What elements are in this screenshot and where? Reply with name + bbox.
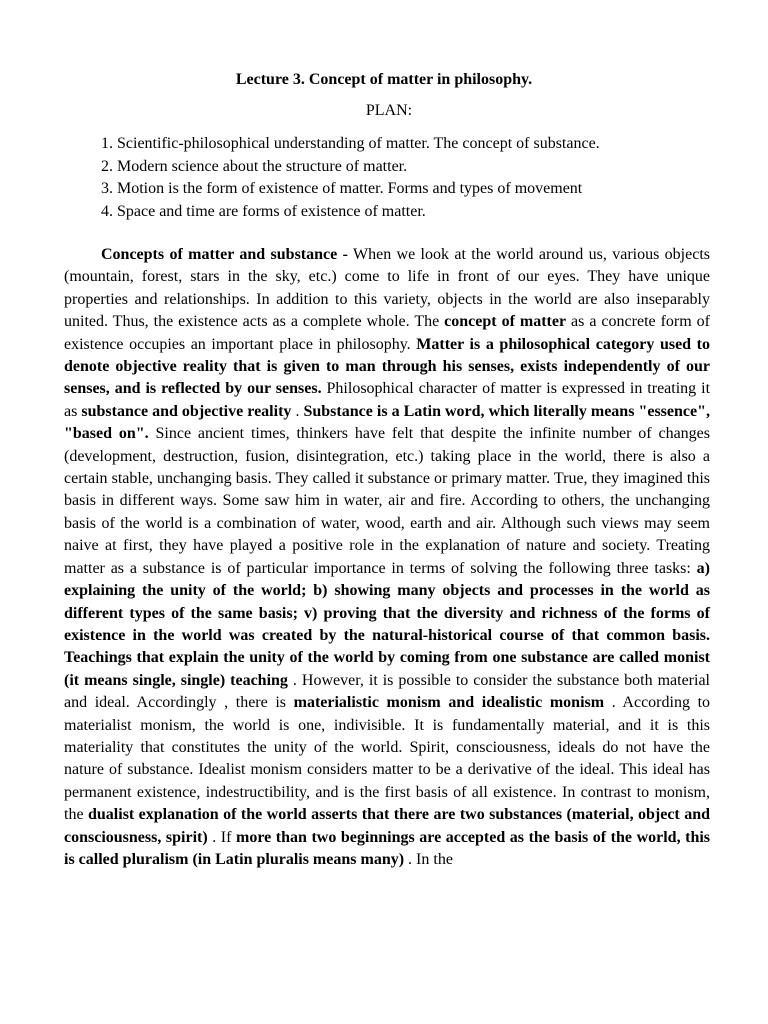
body-paragraph xyxy=(64,244,710,871)
plan-item: 4. Space and time are forms of existence of matter. xyxy=(101,202,426,220)
text-run: . However, it is possible to consider the substance both material and ideal. Accordingly , there is xyxy=(64,671,710,712)
text-run: Philosophical character of matter is expressed in treating it as xyxy=(64,380,711,420)
bold-run: more than two beginnings are accepted as the basis of the world, this is called pluralism (in Latin pluralis means many) xyxy=(64,828,711,868)
bold-run: materialistic monism and idealistic monism xyxy=(293,694,605,712)
bold-run: Substance is a Latin word, which literally means "essence", "based on". xyxy=(64,402,710,443)
text-run: . xyxy=(291,402,304,420)
bold-run: Concepts of matter and substance - xyxy=(101,246,348,263)
bold-run: a) explaining the unity of the world; b) showing many objects and processes in the world as different types of the same basis; v) proving that the diversity and richness of the forms of existence in the world was created by the natural-historical course of that common basis. Teachings that explain the unity of the world by coming from one substance are called monist (it means single, single) teaching xyxy=(64,559,710,689)
text-run: When we look at the world around us, various objects (mountain, forest, stars in the sky, etc.) come to life in front of our eyes. They have unique properties and relationships. In addition to this variety, objects in the world are also inseparably united. Thus, the existence acts as a complete whole. The xyxy=(64,246,710,331)
lecture-title: Lecture 3. Concept of matter in philosophy. xyxy=(235,71,533,88)
bold-run: Matter is a philosophical category used to denote objective reality that is given to man through his senses, exists independently of our senses, and is reflected by our senses. xyxy=(64,335,710,398)
text-run: . According to materialist monism, the world is one, indivisible. It is fundamentally material, and it is this materiality that constitutes the unity of the world. Spirit, consciousness, ideals do not have the nature of substance. Idealist monism considers matter to be a derivative of the ideal. This ideal has permanent existence, indestructibility, and is the first basis of all existence. In contrast to monism, the xyxy=(64,694,711,824)
plan-item: 3. Motion is the form of existence of matter. Forms and types of movement xyxy=(101,180,583,198)
plan-item: 1. Scientific-philosophical understanding of matter. The concept of substance. xyxy=(101,135,600,152)
plan-item: 2. Modern science about the structure of matter. xyxy=(101,157,408,175)
plan-list xyxy=(101,133,600,223)
bold-run: substance and objective reality xyxy=(81,402,292,420)
bold-run: concept of matter xyxy=(444,313,567,331)
text-run: . In the xyxy=(404,850,453,868)
text-run: as a concrete form of existence occupies an important place in philosophy. xyxy=(64,313,710,353)
text-run: Since ancient times, thinkers have felt that despite the infinite number of changes (development, destruction, fusion, disintegration, etc.) taking place in the world, there is also a certain stable, unchanging basis. They called it substance or primary matter. True, they imagined this basis in different ways. Some saw him in water, air and fire. According to others, the unchanging basis of the world is a combination of water, wood, earth and air. Although such views may seem naive at first, they have played a positive role in the explanation of nature and society. Treating matter as a substance is of particular importance in terms of solving the following three tasks: xyxy=(64,425,710,577)
text-run: . If xyxy=(207,828,236,846)
plan-heading: PLAN: xyxy=(365,102,413,119)
bold-run: dualist explanation of the world asserts that there are two substances (material, object and consciousness, spirit) xyxy=(64,806,711,846)
